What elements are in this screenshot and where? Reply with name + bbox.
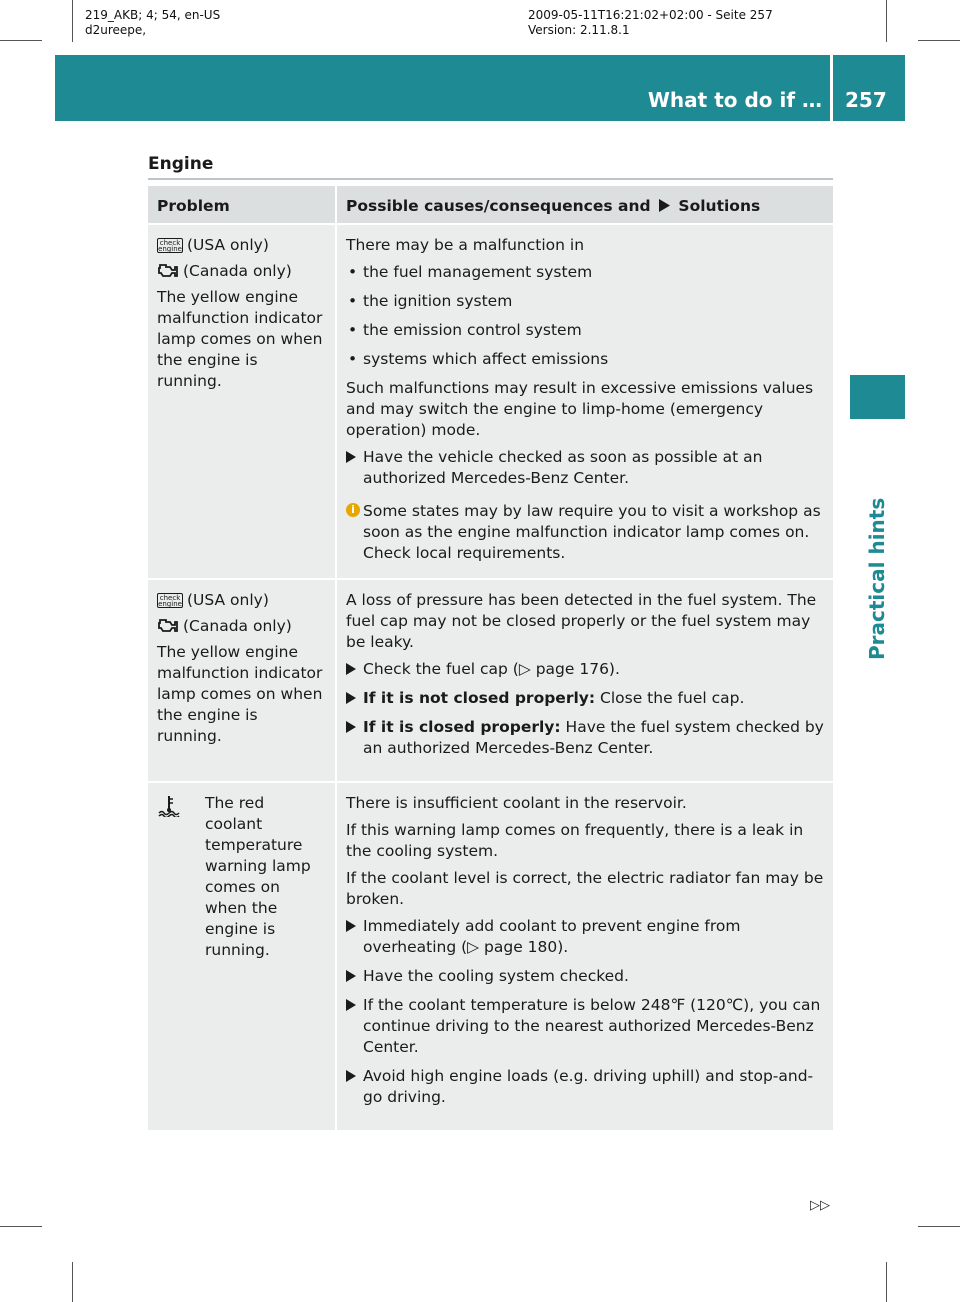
table-row [148,224,833,579]
problem-cell [148,782,336,1130]
indicator-label: (Canada only) [183,262,292,280]
step-arrow-icon [346,721,356,733]
crop-mark [918,40,960,41]
indicator-label: (Canada only) [183,617,292,635]
solution-step [346,966,824,987]
section-title: Engine [148,154,214,174]
consequence-text: Such malfunctions may result in excessive emissions values and may switch the engine to limp-home (emergency operation) mode. [346,379,814,439]
crop-mark [0,40,42,41]
table-row [148,782,833,1130]
note-text: Some states may by law require you to visit a workshop as soon as the engine malfunction indicator lamp comes on. Check local requirements. [363,502,821,562]
table-row [148,579,833,782]
table-header-row [148,186,833,224]
step-text: Close the fuel cap. [600,689,745,707]
side-section-label [850,430,905,660]
crop-mark [918,1226,960,1227]
print-meta-left [85,8,220,38]
step-arrow-icon [346,999,356,1011]
solution-step [346,995,824,1058]
problem-cell [148,579,336,782]
column-header-solutions [336,186,833,224]
meta-line: Version: 2.11.8.1 [528,23,630,37]
crop-mark [886,0,887,42]
step-arrow-icon [346,920,356,932]
engine-icon [157,616,179,634]
step-text: Immediately add coolant to prevent engine from overheating (▷ page 180). [363,917,741,956]
step-arrow-icon [346,1070,356,1082]
side-tab-marker [850,375,905,419]
crop-mark [72,0,73,42]
meta-line: 2009-05-11T16:21:02+02:00 - Seite 257 [528,8,773,22]
step-condition: If it is not closed properly: [363,689,596,707]
step-text: Avoid high engine loads (e.g. driving uphill) and stop-and-go driving. [363,1067,814,1106]
column-header-problem [148,186,336,224]
problem-cell [148,224,336,579]
canada-indicator [157,261,326,282]
usa-indicator [157,590,326,611]
page-number: 257 [845,88,887,112]
step-arrow-icon [346,663,356,675]
check-engine-icon: check engine [158,239,182,253]
solution-step [346,717,824,759]
cause-text: There is insufficient coolant in the reservoir. [346,794,687,812]
solution-arrow-icon [659,199,670,212]
step-text: Check the fuel cap (▷ page 176). [363,660,620,678]
cause-text: If the coolant level is correct, the electric radiator fan may be broken. [346,869,824,908]
canada-indicator [157,616,326,637]
solution-cell [336,579,833,782]
cause-bullet: • the fuel management system [346,262,824,283]
info-note [346,501,824,564]
print-meta-right [528,8,773,38]
step-text: If the coolant temperature is below 248℉ (120℃), you can continue driving to the nearest authorized Mercedes-Benz Center. [363,996,821,1056]
header-text: Problem [157,197,230,215]
step-condition: If it is closed properly: [363,718,561,736]
troubleshooting-table [148,186,833,1130]
side-label-text: Practical hints [865,497,889,660]
header-divider [830,55,833,121]
step-arrow-icon [346,451,356,463]
cause-intro: There may be a malfunction in [346,236,585,254]
header-text: Possible causes/consequences and [346,197,651,215]
continued-marker: ▷▷ [810,1198,830,1213]
solution-cell [336,782,833,1130]
crop-mark [0,1226,42,1227]
coolant-temperature-icon [157,795,181,817]
coolant-indicator [157,793,326,961]
step-text: Have the vehicle checked as soon as possible at an authorized Mercedes-Benz Center. [363,448,763,487]
step-arrow-icon [346,970,356,982]
solution-cell [336,224,833,579]
step-arrow-icon [346,692,356,704]
header-text: Solutions [678,197,761,215]
check-engine-icon: check engine [158,594,182,608]
solution-step [346,447,824,489]
problem-text: The yellow engine malfunction indicator lamp comes on when the engine is running. [157,288,323,390]
usa-indicator [157,235,326,256]
solution-step [346,659,824,680]
chapter-title: What to do if … [647,88,822,112]
step-text: Have the cooling system checked. [363,967,629,985]
crop-mark [72,1262,73,1302]
engine-icon [157,261,179,279]
indicator-label: (USA only) [187,236,269,254]
cause-intro: A loss of pressure has been detected in the fuel system. The fuel cap may not be closed properly or the fuel system may be leaky. [346,591,817,651]
solution-step [346,916,824,958]
cause-bullet: • systems which affect emissions [346,349,824,370]
cause-bullet: • the emission control system [346,320,824,341]
crop-mark [886,1262,887,1302]
cause-text: If this warning lamp comes on frequently, there is a leak in the cooling system. [346,821,804,860]
section-rule [148,178,833,180]
meta-line: 219_AKB; 4; 54, en-US [85,8,221,22]
info-icon: i [346,503,360,517]
problem-text: The yellow engine malfunction indicator lamp comes on when the engine is running. [157,643,323,745]
solution-step [346,1066,824,1108]
problem-text: The red coolant temperature warning lamp comes on when the engine is running. [205,794,311,959]
cause-bullet: • the ignition system [346,291,824,312]
step-text: Have the fuel system checked by an authorized Mercedes-Benz Center. [363,718,824,757]
meta-line: d2ureepe, [85,23,147,37]
indicator-label: (USA only) [187,591,269,609]
solution-step [346,688,824,709]
